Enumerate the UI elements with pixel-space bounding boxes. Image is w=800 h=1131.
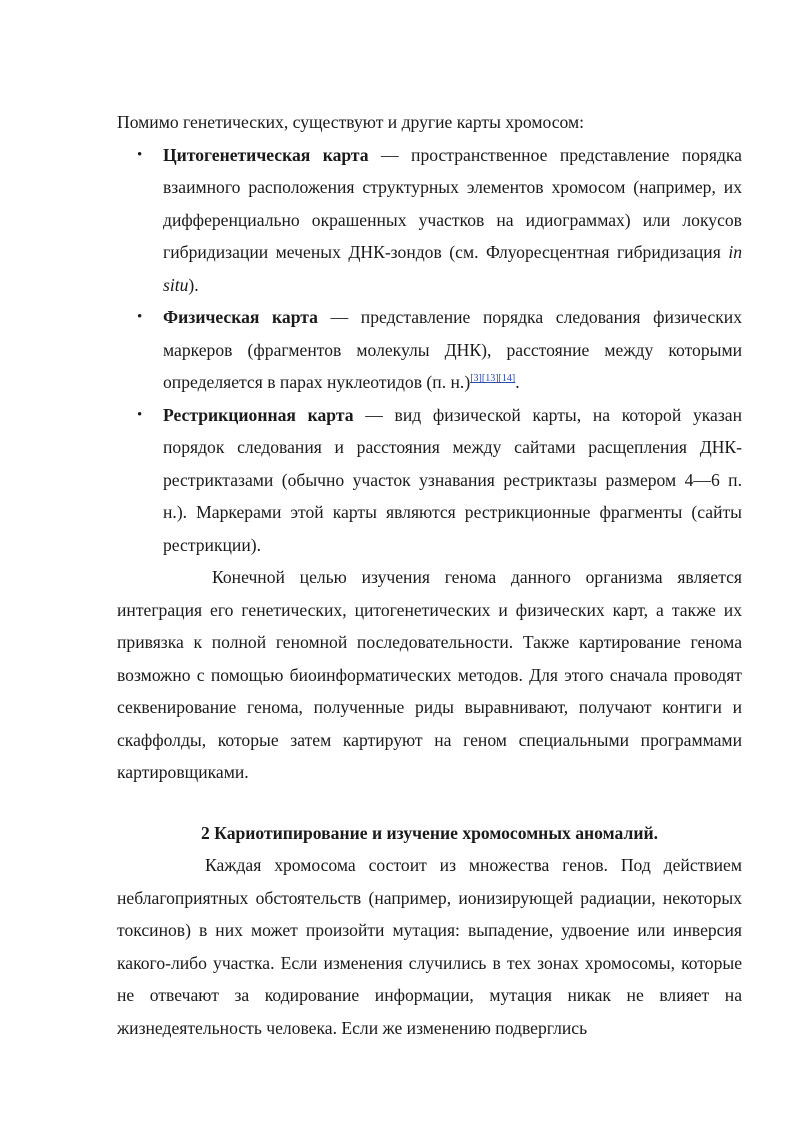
intro-line: Помимо генетических, существуют и другие карты хромосом: (117, 112, 585, 132)
document-page (117, 106, 742, 1044)
section-heading: 2 Кариотипирование и изучение хромосомных аномалий. (200, 822, 659, 843)
definition-restriction-map: — вид физической карты, на которой указан порядок следования и расстояния между сайтами расщепления ДНК-рестриктазами (обычно участок узнавания рестриктазы размером 4—6 п. н.). Маркерами этой карты являются рестрикционные фрагменты (сайты рестрикции). (163, 404, 743, 555)
italic-in-situ: in situ (163, 242, 742, 295)
list-item-restriction-map (117, 399, 742, 562)
definition-cytogenetic-map: — пространственное представление порядка взаимного расположения структурных элементов хромосом (например, их дифференциально окрашенных участков на идиограммах) или локусов гибридизации меченых ДНК-зондов (см. Флуоресцентная гибридизация (163, 144, 742, 262)
bullet-icon: • (137, 146, 143, 163)
paragraph-chromosome-mutations: Каждая хромосома состоит из множества генов. Под действием неблагоприятных обстоятельств (например, ионизирующей радиации, некоторых токсинов) в них может произойти мутация: выпадение, удвоение или инверсия какого-либо участка. Если изменения случились в тех зонах хромосомы, которые не отвечают за кодирование информации, мутация никак не влияет на жизнедеятельность человека. Если же изменению подверглись (117, 855, 742, 1038)
bullet-icon: • (137, 309, 143, 325)
definition-end: ). (188, 274, 199, 295)
map-types-list (117, 139, 742, 562)
reference-link-14[interactable]: [14] (498, 373, 516, 385)
reference-links (470, 373, 515, 384)
definition-physical-map: — представление порядка следования физических маркеров (фрагментов молекулы ДНК), расстояние между которыми определяется в парах нуклеотидов (п. н.) (163, 307, 742, 392)
term-physical-map: Физическая карта (163, 307, 318, 327)
bullet-icon: • (137, 406, 143, 423)
reference-link-13[interactable]: [13] (481, 373, 499, 385)
reference-link-3[interactable]: [3] (470, 373, 482, 385)
list-item-physical-map (117, 301, 742, 399)
term-cytogenetic-map: Цитогенетическая карта (163, 144, 369, 165)
paragraph-genome-goal: Конечной целью изучения генома данного организма является интеграция его генетических, цитогенетических и физических карт, а также их привязка к полной геномной последовательности. Также картирование генома возможно с помощью биоинформатических методов. Для этого сначала проводят секвенирование генома, полученные риды выравнивают, получают контиги и скаффолды, которые затем картируют на геном специальными программами картировщиками. (117, 567, 742, 782)
list-item-cytogenetic-map (117, 139, 742, 302)
term-restriction-map: Рестрикционная карта (163, 404, 354, 425)
definition-end: . (515, 372, 520, 392)
